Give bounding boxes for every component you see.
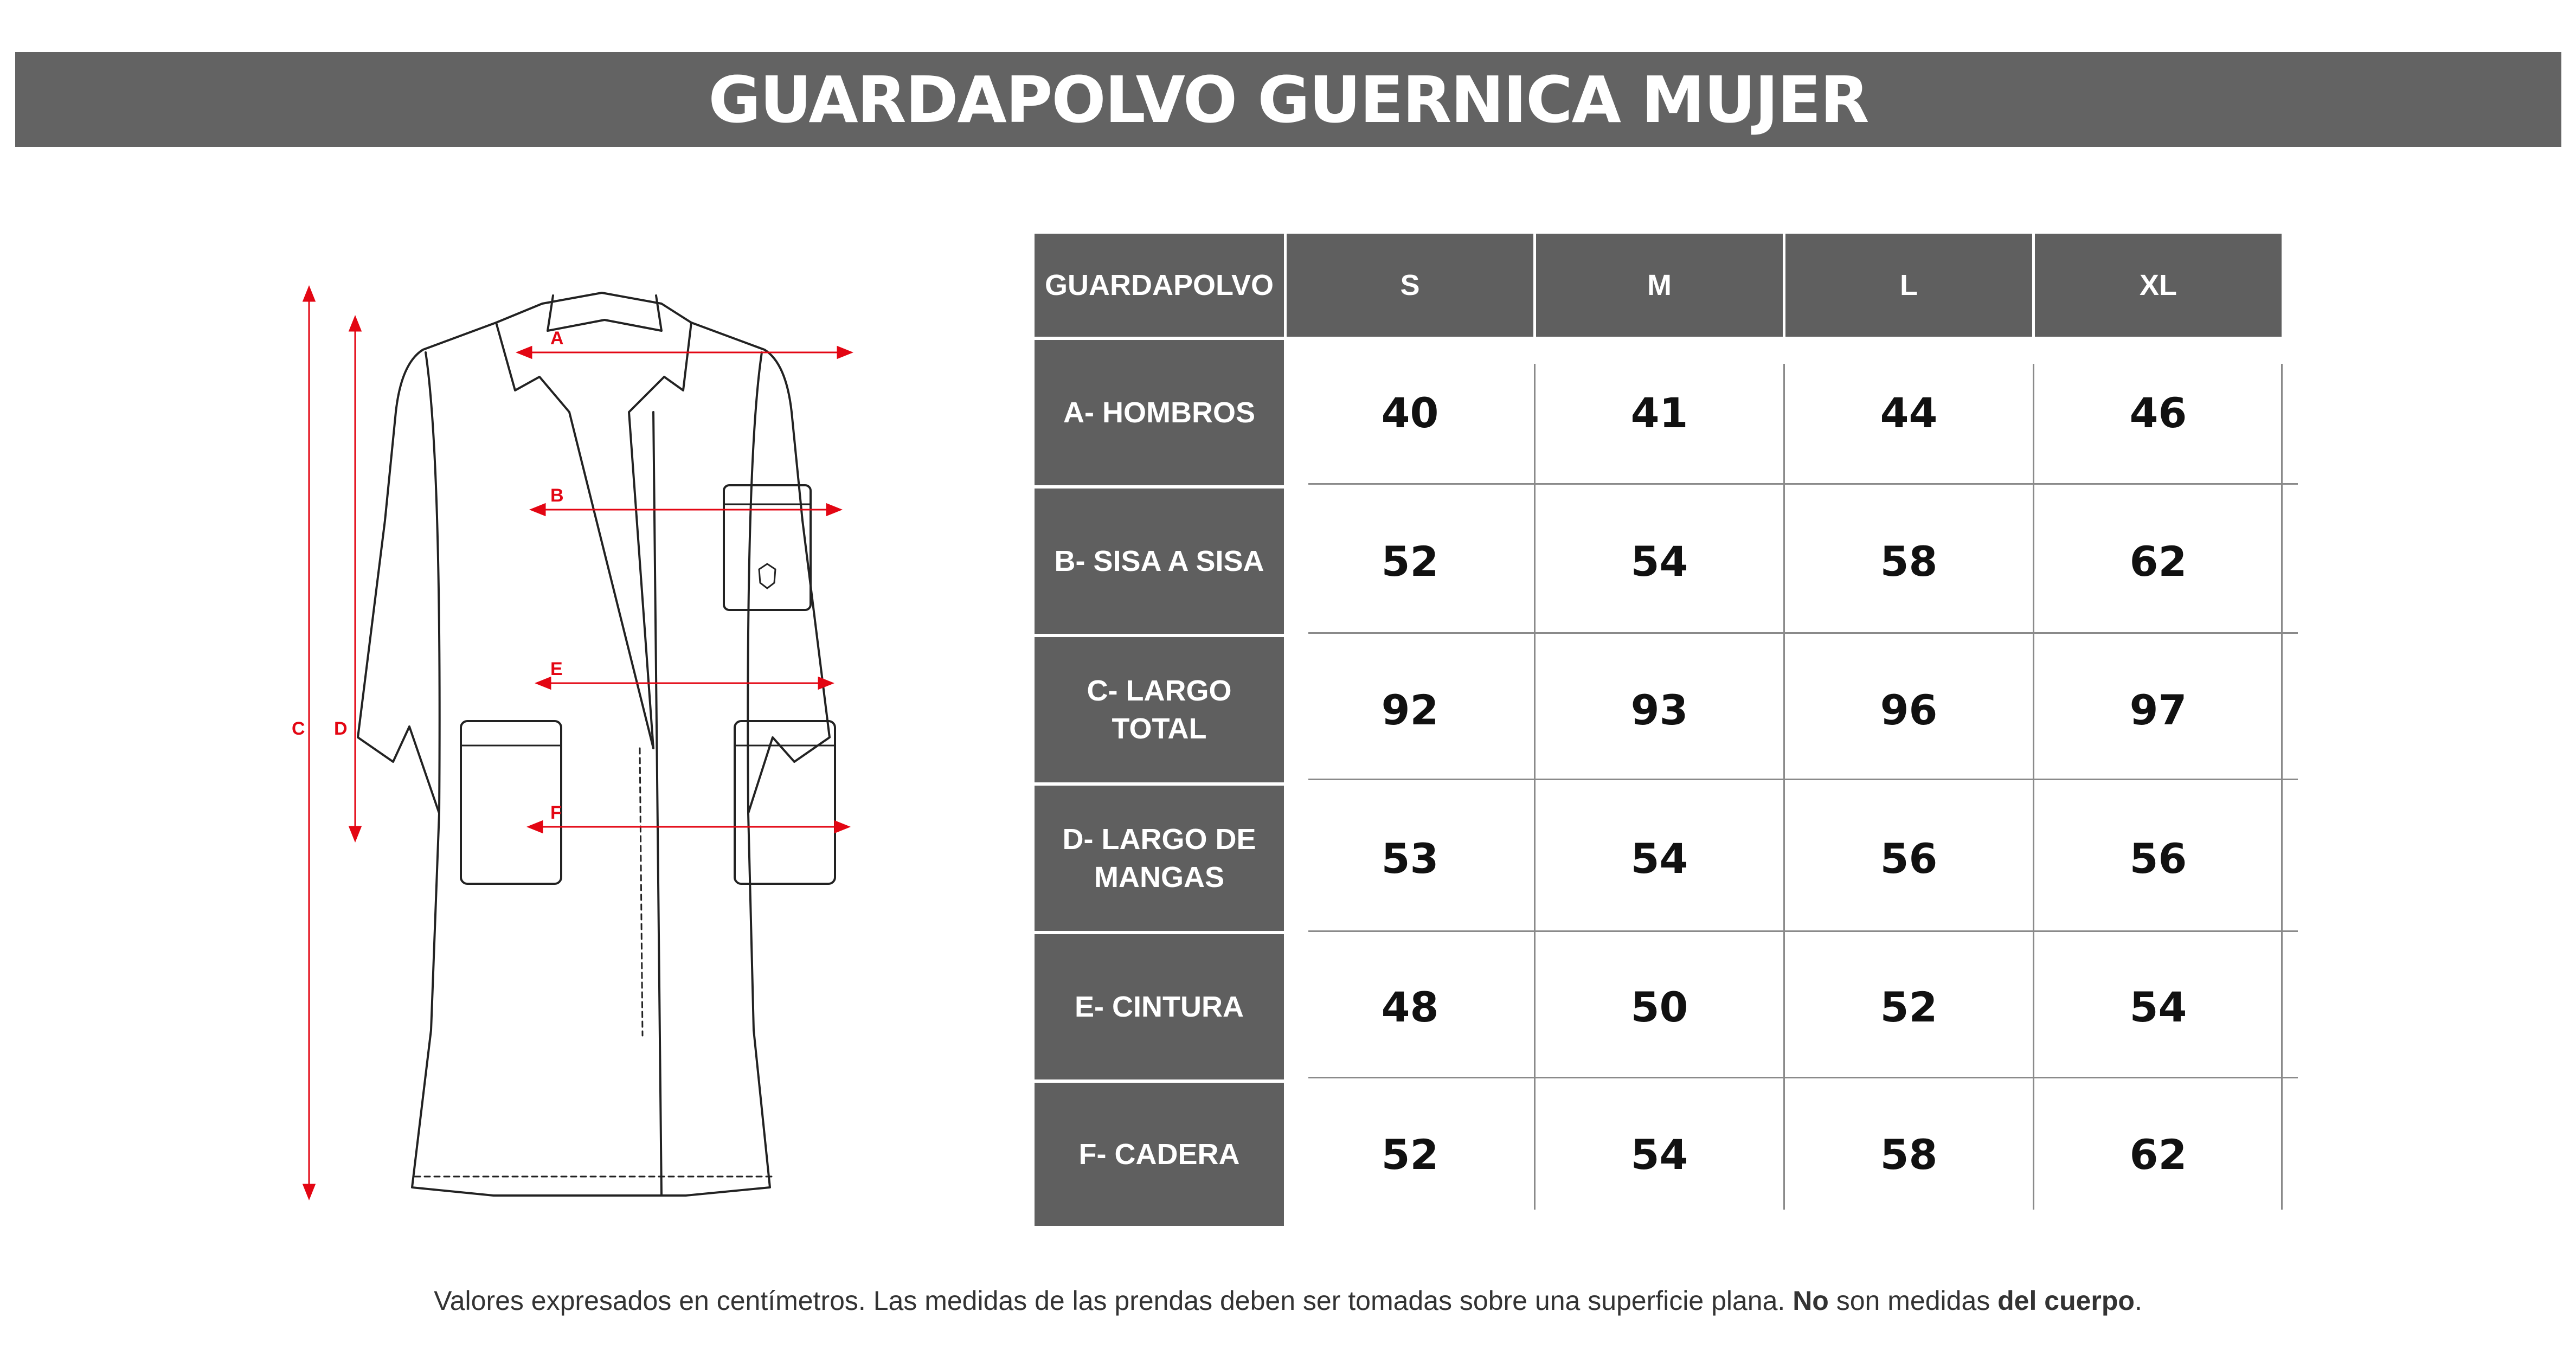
label-d: D	[334, 718, 348, 739]
coat-body-outline	[358, 293, 830, 1196]
value-largo-total-m: 93	[1630, 685, 1688, 734]
table-corner-header: GUARDAPOLVO	[1035, 234, 1284, 337]
size-table	[1035, 234, 2298, 1226]
value-sisa-l: 58	[1880, 537, 1938, 586]
label-f: F	[550, 802, 562, 823]
value-mangas-l: 56	[1880, 834, 1938, 883]
value-sisa-s: 52	[1381, 537, 1439, 586]
row-label-cadera: F- CADERA	[1035, 1083, 1284, 1226]
value-sisa-m: 54	[1630, 537, 1688, 586]
left-sleeve-seam	[426, 352, 440, 813]
label-e: E	[550, 659, 563, 679]
page-title: GUARDAPOLVO GUERNICA MUJER	[15, 52, 2561, 147]
value-cintura-m: 50	[1630, 982, 1688, 1031]
measurement-arrows	[304, 287, 851, 1198]
size-header-xl: XL	[2035, 234, 2282, 337]
value-hombros-l: 44	[1880, 388, 1938, 437]
footnote-part2: son medidas	[1828, 1286, 1998, 1316]
value-cadera-s: 52	[1381, 1130, 1439, 1179]
label-a: A	[550, 328, 564, 349]
left-lapel	[496, 323, 653, 748]
value-cintura-l: 52	[1880, 982, 1938, 1031]
garment-diagram	[282, 271, 922, 1214]
row-label-mangas: D- LARGO DE MANGAS	[1035, 786, 1284, 931]
value-largo-total-xl: 97	[2129, 685, 2187, 734]
lab-coat-illustration	[282, 271, 922, 1214]
size-header-s: S	[1287, 234, 1533, 337]
value-cadera-xl: 62	[2129, 1130, 2187, 1179]
value-cadera-m: 54	[1630, 1130, 1688, 1179]
label-b: B	[550, 485, 564, 506]
value-hombros-s: 40	[1381, 388, 1439, 437]
footnote-part1: Valores expresados en centímetros. Las medidas de las prendas deben ser tomadas sobre una superficie plana.	[434, 1286, 1793, 1316]
value-hombros-xl: 46	[2129, 388, 2187, 437]
size-header-l: L	[1785, 234, 2032, 337]
row-label-cintura: E- CINTURA	[1035, 934, 1284, 1079]
logo-icon	[759, 564, 775, 588]
size-header-m: M	[1536, 234, 1783, 337]
footnote-part3: .	[2134, 1286, 2142, 1316]
row-label-hombros: A- HOMBROS	[1035, 340, 1284, 485]
value-largo-total-s: 92	[1381, 685, 1439, 734]
row-label-sisa: B- SISA A SISA	[1035, 489, 1284, 634]
footnote	[0, 1285, 2576, 1316]
footnote-bold-cuerpo: del cuerpo	[1997, 1286, 2135, 1316]
value-mangas-m: 54	[1630, 834, 1688, 883]
value-hombros-m: 41	[1630, 388, 1688, 437]
footnote-bold-no: No	[1793, 1286, 1829, 1316]
value-cintura-s: 48	[1381, 982, 1439, 1031]
value-mangas-s: 53	[1381, 834, 1439, 883]
value-largo-total-l: 96	[1880, 685, 1938, 734]
row-label-largo-total: C- LARGO TOTAL	[1035, 637, 1284, 782]
value-cadera-l: 58	[1880, 1130, 1938, 1179]
value-cintura-xl: 54	[2129, 982, 2187, 1031]
value-sisa-xl: 62	[2129, 537, 2187, 586]
value-mangas-xl: 56	[2129, 834, 2187, 883]
front-placket	[653, 412, 661, 1196]
label-c: C	[292, 718, 305, 739]
